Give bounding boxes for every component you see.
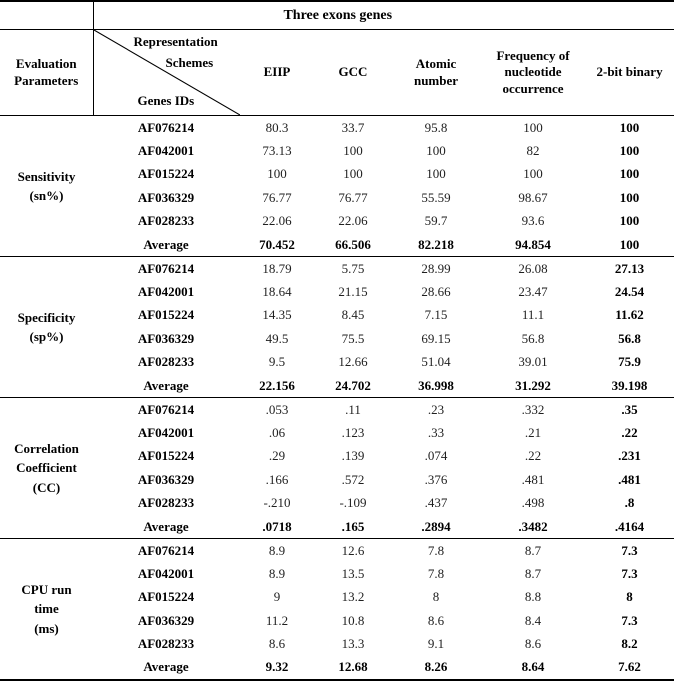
value-cell: .376 — [424, 471, 448, 487]
section-correlation-coefficient — [0, 398, 674, 539]
value-cell: .481 — [521, 471, 545, 487]
value-cell: 22.06 — [338, 213, 368, 229]
column-header-eiip: EIIP — [239, 30, 315, 116]
value-cell: 9 — [273, 589, 281, 605]
gene-id-cell: AF042001 — [137, 565, 195, 581]
value-cell: 13.2 — [341, 589, 365, 605]
table-row — [0, 163, 674, 187]
value-cell: 9.5 — [268, 354, 286, 370]
gene-id-cell: AF076214 — [137, 260, 195, 276]
value-cell: 39.198 — [611, 377, 648, 393]
value-cell: 7.8 — [427, 565, 445, 581]
gene-id-cell: AF076214 — [137, 401, 195, 417]
value-cell: .481 — [618, 471, 641, 487]
value-cell: 8.8 — [524, 589, 542, 605]
value-cell: 8 — [432, 589, 440, 605]
value-cell: 31.292 — [515, 377, 551, 393]
value-cell: 5.75 — [341, 260, 365, 276]
value-cell: 51.04 — [421, 354, 451, 370]
value-cell: 24.54 — [614, 283, 645, 299]
section-label-line: Coefficient — [16, 460, 77, 476]
average-label-cell: Average — [143, 236, 189, 252]
value-cell: 75.9 — [618, 354, 641, 370]
value-cell: 7.3 — [621, 565, 638, 581]
value-cell: 100 — [343, 166, 363, 182]
table-row — [0, 139, 674, 163]
value-cell: 8.6 — [268, 636, 286, 652]
value-cell: .572 — [341, 471, 365, 487]
value-cell: 7.3 — [621, 542, 638, 558]
table-row — [0, 468, 674, 492]
value-cell: .498 — [521, 495, 545, 511]
header-row — [0, 30, 674, 116]
table-row — [0, 280, 674, 304]
section-label-line: time — [34, 601, 59, 616]
gene-id-cell: AF015224 — [137, 589, 195, 605]
value-cell: 8.7 — [524, 542, 542, 558]
table-row — [0, 351, 674, 375]
value-cell: 59.7 — [424, 213, 448, 229]
value-cell: .21 — [524, 424, 542, 440]
average-label-cell: Average — [143, 377, 189, 393]
value-cell: 22.06 — [262, 213, 292, 229]
value-cell: .06 — [268, 424, 286, 440]
value-cell: 12.66 — [338, 354, 368, 370]
value-cell: .332 — [521, 401, 545, 417]
value-cell: 8.45 — [341, 307, 365, 323]
gene-id-cell: AF015224 — [137, 448, 195, 464]
value-cell: 23.47 — [518, 283, 548, 299]
value-cell: .29 — [268, 448, 286, 464]
value-cell: .231 — [618, 448, 641, 464]
gene-id-cell: AF015224 — [137, 166, 195, 182]
table-row — [0, 233, 674, 257]
value-cell: 27.13 — [614, 260, 645, 276]
genes-ids-label: Genes IDs — [137, 93, 195, 108]
value-cell: 82 — [526, 142, 540, 158]
value-cell: 7.15 — [424, 307, 448, 323]
value-cell: .22 — [621, 424, 638, 440]
value-cell: 8.2 — [621, 636, 638, 652]
value-cell: 36.998 — [418, 377, 454, 393]
value-cell: 100 — [523, 119, 543, 135]
value-cell: 100 — [619, 236, 640, 252]
value-cell: 14.35 — [262, 307, 292, 323]
value-cell: 7.62 — [618, 659, 641, 675]
value-cell: 7.8 — [427, 542, 445, 558]
value-cell: 9.1 — [427, 636, 445, 652]
table-row — [0, 210, 674, 234]
value-cell: 8.9 — [268, 542, 286, 558]
value-cell: 12.68 — [338, 659, 368, 675]
value-cell: 76.77 — [338, 189, 368, 205]
value-cell: 11.2 — [265, 612, 289, 628]
column-header-atomic-number: Atomic number — [391, 30, 481, 116]
gene-id-cell: AF028233 — [137, 636, 195, 652]
value-cell: 28.66 — [421, 283, 451, 299]
value-cell: 7.3 — [621, 612, 638, 628]
value-cell: 13.5 — [341, 565, 365, 581]
table-row — [0, 445, 674, 469]
section-label-line: (sp%) — [29, 329, 64, 344]
table-row — [0, 398, 674, 422]
average-label-cell: Average — [143, 659, 189, 675]
value-cell: 55.59 — [421, 189, 451, 205]
value-cell: 100 — [619, 189, 640, 205]
title-row — [0, 1, 674, 30]
value-cell: 8.6 — [427, 612, 445, 628]
value-cell: .139 — [341, 448, 365, 464]
value-cell: 8.7 — [524, 565, 542, 581]
value-cell: 80.3 — [265, 119, 289, 135]
value-cell: 100 — [267, 166, 287, 182]
table-row — [0, 539, 674, 563]
value-cell: 8.26 — [424, 659, 448, 675]
value-cell: .165 — [341, 518, 365, 534]
table-row — [0, 257, 674, 281]
value-cell: 12.6 — [341, 542, 365, 558]
gene-id-cell: AF042001 — [137, 142, 195, 158]
value-cell: 24.702 — [335, 377, 371, 393]
table-row — [0, 633, 674, 657]
value-cell: 18.79 — [262, 260, 292, 276]
value-cell: 100 — [619, 119, 640, 135]
gene-id-cell: AF028233 — [137, 213, 195, 229]
value-cell: 56.8 — [521, 330, 545, 346]
value-cell: 10.8 — [341, 612, 365, 628]
table-row — [0, 186, 674, 210]
value-cell: 8 — [626, 589, 633, 605]
section-label-line: Sensitivity — [17, 168, 76, 184]
value-cell: 8.64 — [521, 659, 545, 675]
value-cell: 95.8 — [424, 119, 448, 135]
section-label-line: Correlation — [14, 440, 79, 456]
value-cell: 82.218 — [418, 236, 454, 252]
table-row — [0, 609, 674, 633]
table-row — [0, 374, 674, 398]
value-cell: .4164 — [614, 518, 645, 534]
value-cell: 75.5 — [341, 330, 365, 346]
table-row — [0, 562, 674, 586]
gene-id-cell: AF036329 — [137, 189, 195, 205]
gene-id-cell: AF036329 — [137, 330, 195, 346]
value-cell: 93.6 — [521, 213, 545, 229]
value-cell: 56.8 — [618, 330, 641, 346]
value-cell: .3482 — [518, 518, 548, 534]
value-cell: 11.62 — [615, 307, 644, 323]
section-sensitivity — [0, 116, 674, 257]
value-cell: 49.5 — [265, 330, 289, 346]
value-cell: .0718 — [262, 518, 292, 534]
value-cell: 100 — [343, 142, 363, 158]
value-cell: .8 — [624, 495, 635, 511]
value-cell: 100 — [426, 166, 446, 182]
value-cell: .22 — [524, 448, 542, 464]
section-label-line: Specificity — [17, 309, 76, 325]
value-cell: 100 — [523, 166, 543, 182]
table-row — [0, 656, 674, 680]
value-cell: 100 — [619, 213, 640, 229]
column-header-gcc: GCC — [315, 30, 391, 116]
evaluation-parameters-header: Evaluation Parameters — [0, 30, 93, 116]
table-row — [0, 116, 674, 140]
value-cell: 100 — [619, 142, 640, 158]
gene-id-cell: AF036329 — [137, 471, 195, 487]
gene-id-cell: AF076214 — [137, 542, 195, 558]
value-cell: 69.15 — [421, 330, 451, 346]
value-cell: 22.156 — [259, 377, 295, 393]
gene-id-cell: AF076214 — [137, 119, 195, 135]
representation-label: Representation — [133, 34, 218, 49]
gene-id-cell: AF028233 — [137, 354, 195, 370]
table-row — [0, 492, 674, 516]
schemes-label: Schemes — [165, 55, 214, 70]
gene-id-cell: AF028233 — [137, 495, 195, 511]
section-specificity — [0, 257, 674, 398]
value-cell: .053 — [265, 401, 289, 417]
value-cell: .074 — [424, 448, 448, 464]
table-row — [0, 304, 674, 328]
gene-id-cell: AF036329 — [137, 612, 195, 628]
average-label-cell: Average — [143, 518, 189, 534]
value-cell: 11.1 — [521, 307, 545, 323]
value-cell: 76.77 — [262, 189, 292, 205]
section-label-line: (sn%) — [29, 188, 64, 203]
value-cell: .33 — [427, 424, 445, 440]
value-cell: -.210 — [263, 495, 291, 511]
section-label-line: (ms) — [34, 620, 59, 636]
value-cell: 66.506 — [335, 236, 371, 252]
table-row — [0, 327, 674, 351]
value-cell: 33.7 — [341, 119, 365, 135]
section-label-sensitivity — [0, 116, 93, 257]
value-cell: .437 — [424, 495, 448, 511]
value-cell: 98.67 — [518, 189, 548, 205]
column-header-frequency-of-nucleotide-occurrence: Frequency of nucleotide occurrence — [481, 30, 585, 116]
column-header-2bit-binary: 2-bit binary — [585, 30, 674, 116]
section-label-cpu-run-time — [0, 539, 93, 680]
value-cell: 21.15 — [338, 283, 368, 299]
value-cell: 8.9 — [268, 565, 286, 581]
gene-id-cell: AF042001 — [137, 283, 195, 299]
value-cell: .123 — [341, 424, 365, 440]
table-row — [0, 586, 674, 610]
section-label-line: CPU run — [21, 581, 72, 597]
value-cell: -.109 — [339, 495, 367, 511]
gene-id-cell: AF042001 — [137, 424, 195, 440]
value-cell: 8.4 — [524, 612, 542, 628]
value-cell: 13.3 — [341, 636, 365, 652]
table-row — [0, 421, 674, 445]
gene-id-cell: AF015224 — [137, 307, 195, 323]
table-title: Three exons genes — [93, 1, 674, 30]
value-cell: 9.32 — [265, 659, 289, 675]
value-cell: 8.6 — [524, 636, 542, 652]
schemes-genes-header — [93, 30, 239, 116]
value-cell: 28.99 — [421, 260, 451, 276]
corner-cell — [0, 1, 93, 30]
value-cell: 26.08 — [518, 260, 548, 276]
value-cell: 39.01 — [518, 354, 548, 370]
section-label-specificity — [0, 257, 93, 398]
value-cell: 94.854 — [515, 236, 551, 252]
value-cell: 100 — [619, 166, 640, 182]
section-label-line: (CC) — [32, 479, 61, 495]
value-cell: .11 — [345, 401, 361, 417]
table-row — [0, 515, 674, 539]
section-label-correlation-coefficient — [0, 398, 93, 539]
value-cell: .166 — [265, 471, 289, 487]
value-cell: 73.13 — [262, 142, 292, 158]
section-cpu-run-time — [0, 539, 674, 680]
value-cell: .2894 — [421, 518, 451, 534]
value-cell: .23 — [427, 401, 445, 417]
value-cell: 100 — [426, 142, 446, 158]
value-cell: 18.64 — [262, 283, 292, 299]
value-cell: .35 — [621, 401, 638, 417]
value-cell: 70.452 — [259, 236, 295, 252]
